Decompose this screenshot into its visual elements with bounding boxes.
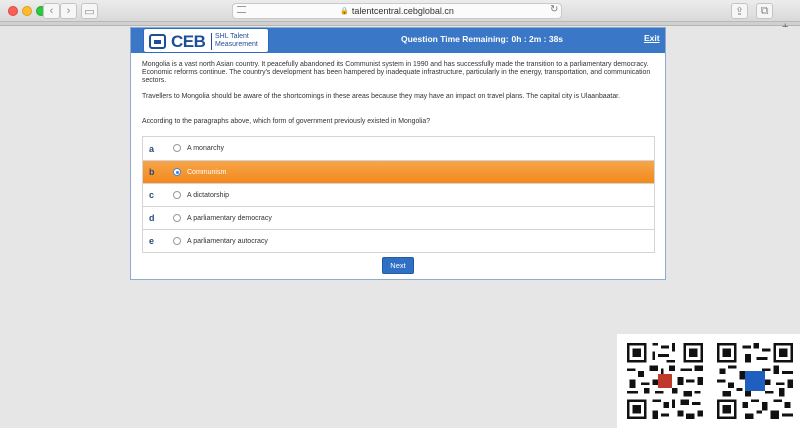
option-letter: e: [149, 236, 155, 246]
option-label: A dictatorship: [187, 191, 230, 199]
option-d[interactable]: [143, 206, 654, 229]
passage: [142, 61, 654, 109]
qr-code-icon: [714, 340, 796, 422]
sidebar-icon: ▭: [84, 5, 95, 18]
qr-code-icon: [624, 340, 706, 422]
reload-icon[interactable]: ↻: [550, 4, 559, 15]
option-label: Communism: [187, 168, 227, 176]
option-letter: b: [149, 167, 155, 177]
option-letter: c: [149, 190, 155, 200]
logo-mark-icon: [149, 34, 166, 49]
answer-options: [142, 136, 655, 253]
option-radio[interactable]: [173, 168, 181, 176]
logo-subtitle: SHL Talent Measurement: [215, 33, 258, 48]
passage-paragraph-1: Mongolia is a vast north Asian country. It peacefully abandoned its Communist system in 1990 and has successfully made the transition to a parliamentary democracy. Economic reforms continue. The country's development has been hampered by inadequate infrastructure, particularly in the energy, transportation, and communication sectors.: [142, 61, 651, 84]
option-label: A parliamentary autocracy: [187, 237, 268, 245]
share-icon: ⇪: [734, 5, 745, 18]
tabs-button[interactable]: [756, 3, 773, 19]
chevron-right-icon: ›: [66, 5, 71, 17]
qr-code-overlay: [617, 334, 800, 428]
option-radio[interactable]: [173, 214, 181, 222]
question-text: According to the paragraphs above, which form of government previously existed in Mongolia?: [142, 118, 431, 125]
option-label: A parliamentary democracy: [187, 214, 272, 222]
option-a[interactable]: [143, 137, 654, 160]
next-button[interactable]: Next: [382, 257, 414, 274]
back-button[interactable]: [43, 3, 60, 19]
assessment-panel: [130, 27, 666, 280]
option-radio[interactable]: [173, 191, 181, 199]
option-e[interactable]: [143, 229, 654, 252]
question-timer: [401, 34, 563, 44]
share-button[interactable]: [731, 3, 748, 19]
option-radio[interactable]: [173, 144, 181, 152]
passage-paragraph-2: Travellers to Mongolia should be aware of the shortcomings in these areas because they may have an impact on travel plans. The capital city is Ulaanbaatar.: [142, 93, 621, 100]
minimize-window-button[interactable]: [22, 6, 32, 16]
sidebar-button[interactable]: [81, 3, 98, 19]
close-window-button[interactable]: [8, 6, 18, 16]
exit-link[interactable]: Exit: [644, 33, 660, 43]
logo-text: CEB: [171, 32, 206, 51]
tab-bar: [0, 22, 800, 26]
page-content: [0, 27, 800, 428]
lock-icon: 🔒: [340, 8, 349, 15]
option-letter: d: [149, 213, 155, 223]
option-radio[interactable]: [173, 237, 181, 245]
option-label: A monarchy: [187, 145, 224, 152]
timer-value: 0h : 2m : 38s: [511, 34, 564, 44]
tabs-icon: ⧉: [760, 4, 769, 17]
reader-icon[interactable]: [237, 6, 246, 13]
option-c[interactable]: [143, 183, 654, 206]
chevron-left-icon: ‹: [49, 5, 54, 17]
assessment-header: [131, 28, 665, 53]
forward-button[interactable]: [60, 3, 77, 19]
timer-label: Question Time Remaining:: [401, 34, 509, 44]
option-b[interactable]: [143, 160, 654, 183]
option-letter: a: [149, 143, 155, 154]
ceb-logo: [143, 28, 269, 53]
logo-divider: [211, 33, 212, 50]
url-text: talentcentral.cebglobal.cn: [351, 6, 454, 16]
browser-toolbar: [0, 0, 800, 22]
address-bar[interactable]: [232, 3, 562, 19]
